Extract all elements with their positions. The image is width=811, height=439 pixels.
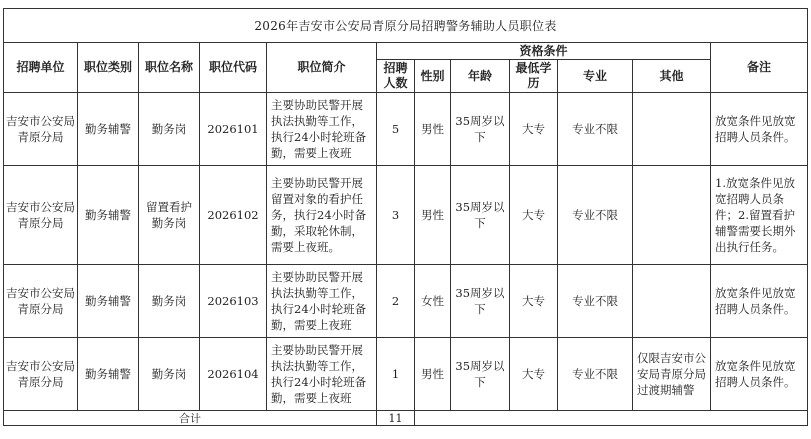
cell-category: 勤务辅警 [78,265,139,338]
header-category: 职位类别 [78,43,139,93]
table-row [4,265,808,338]
header-note: 备注 [711,43,808,93]
cell-intro: 主要协助民警开展留置对象的看护任务，执行24小时备勤，采取轮休制，需要上夜班。 [267,166,377,265]
header-code: 职位代码 [200,43,267,93]
cell-name: 勤务岗 [139,265,200,338]
header-count: 招聘人数 [377,60,415,93]
cell-other: 仅限吉安市公安局青原分局过渡期辅警 [633,338,711,411]
cell-education: 大专 [510,265,558,338]
cell-unit: 吉安市公安局青原分局 [4,265,78,338]
cell-age: 35周岁以下 [451,265,510,338]
header-major: 专业 [558,60,633,93]
cell-education: 大专 [510,93,558,166]
table-row [4,166,808,265]
cell-gender: 男性 [415,338,451,411]
cell-unit: 吉安市公安局青原分局 [4,93,78,166]
cell-age: 35周岁以下 [451,166,510,265]
table-title: 2026年吉安市公安局青原分局招聘警务辅助人员职位表 [4,9,808,43]
table-row [4,338,808,411]
cell-major: 专业不限 [558,265,633,338]
cell-name: 勤务岗 [139,338,200,411]
cell-code: 2026102 [200,166,267,265]
cell-major: 专业不限 [558,93,633,166]
cell-name: 留置看护勤务岗 [139,166,200,265]
cell-count: 2 [377,265,415,338]
cell-gender: 女性 [415,265,451,338]
header-name: 职位名称 [139,43,200,93]
cell-code: 2026104 [200,338,267,411]
total-empty [415,411,808,426]
cell-age: 35周岁以下 [451,93,510,166]
cell-other [633,166,711,265]
cell-intro: 主要协助民警开展执法执勤等工作，执行24小时轮班备勤，需要上夜班 [267,93,377,166]
total-count: 11 [377,411,415,426]
cell-count: 5 [377,93,415,166]
cell-major: 专业不限 [558,166,633,265]
header-other: 其他 [633,60,711,93]
cell-education: 大专 [510,166,558,265]
header-age: 年龄 [451,60,510,93]
cell-unit: 吉安市公安局青原分局 [4,166,78,265]
cell-other [633,93,711,166]
cell-age: 35周岁以下 [451,338,510,411]
cell-note: 放宽条件见放宽招聘人员条件。 [711,338,808,411]
cell-code: 2026103 [200,265,267,338]
cell-category: 勤务辅警 [78,93,139,166]
total-row [4,411,808,426]
cell-code: 2026101 [200,93,267,166]
cell-other [633,265,711,338]
cell-gender: 男性 [415,93,451,166]
cell-intro: 主要协助民警开展执法执勤等工作，执行24小时轮班备勤，需要上夜班 [267,338,377,411]
header-intro: 职位简介 [267,43,377,93]
cell-intro: 主要协助民警开展执法执勤等工作，执行24小时轮班备勤，需要上夜班 [267,265,377,338]
header-qualifications: 资格条件 [377,43,711,60]
cell-unit: 吉安市公安局青原分局 [4,338,78,411]
cell-note: 1.放宽条件见放宽招聘人员条件；2.留置看护辅警需要长期外出执行任务。 [711,166,808,265]
cell-name: 勤务岗 [139,93,200,166]
cell-major: 专业不限 [558,338,633,411]
cell-category: 勤务辅警 [78,338,139,411]
header-education: 最低学历 [510,60,558,93]
cell-note: 放宽条件见放宽招聘人员条件。 [711,93,808,166]
table-row [4,93,808,166]
cell-gender: 男性 [415,166,451,265]
total-label: 合计 [4,411,377,426]
header-gender: 性别 [415,60,451,93]
header-unit: 招聘单位 [4,43,78,93]
cell-count: 1 [377,338,415,411]
cell-note: 放宽条件见放宽招聘人员条件。 [711,265,808,338]
position-table [3,8,808,426]
cell-count: 3 [377,166,415,265]
cell-education: 大专 [510,338,558,411]
cell-category: 勤务辅警 [78,166,139,265]
position-table-container [3,8,807,426]
